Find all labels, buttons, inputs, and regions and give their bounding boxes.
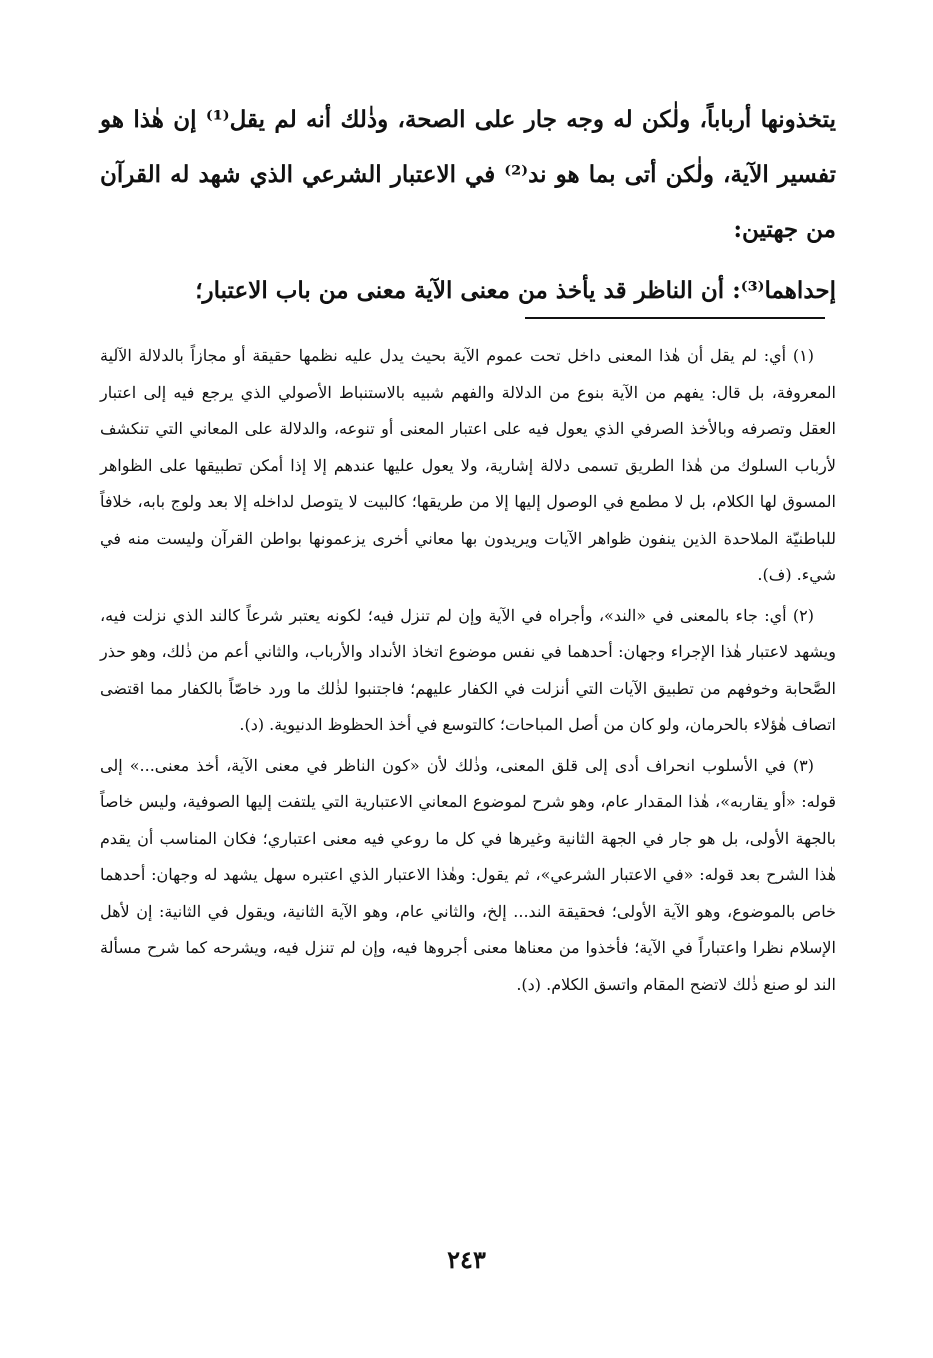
main-paragraph: يتخذونها أرباباً، ولٰكن له وجه جار على الصحة، وذٰلك أنه لم يقل⁽¹⁾ إن هٰذا هو تفسير الآية، ولٰكن أتى بما هو ند⁽²⁾ في الاعتبار الشرعي الذي شهد له القرآن من جهتين:	[100, 106, 836, 243]
first-point-text: أن الناظر قد يأخذ من معنى الآية معنى من باب الاعتبار؛	[195, 277, 733, 304]
footnote-divider	[525, 317, 825, 319]
first-point	[100, 263, 836, 318]
main-text	[100, 92, 836, 318]
footnote-3: (٣) في الأسلوب انحراف أدى إلى قلق المعنى، وذٰلك لأن «كون الناظر في معنى الآية، أخذ معنى...» إلى قوله: «أو يقاربه»، هٰذا المقدار عام، وهو شرح لموضوع المعاني الاعتبارية التي يلتفت إليها الصوفية، وليس خاصاً بالجهة الأولى، بل هو جار في الجهة الثانية وغيرها في كل ما روعي فيه معنى اعتباري؛ فكان المناسب أن يقدم هٰذا الشرح بعد قوله: «في الاعتبار الشرعي»، ثم يقول: وهٰذا الاعتبار الذي اعتبره سهل يشهد له وجهان: أحدهما خاص بالموضوع، وهو الآية الأولى؛ فحقيقة الند... إلخ، والثاني عام، وهو الآية الثانية، ويقول في الثانية: إن لأهل الإسلام نظرا واعتباراً في الآية؛ فأخذوا من معناها معنى أجروها فيه، وإن لم تنزل فيه، ويشرحه كما شرح مسألة الند لو صنع ذٰلك لاتضح المقام واتسق الكلام. (د).	[100, 755, 837, 994]
footnote-2: (٢) أي: جاء بالمعنى في «الند»، وأجراه في الآية وإن لم تنزل فيه؛ لكونه يعتبر شرعاً كالند الذي نزلت فيه، ويشهد لاعتبار هٰذا الإجراء وجهان: أحدهما في نفس موضوع اتخاذ الأنداد والأرباب، والثاني أعم من ذٰلك، وهو حذر الصَّحابة وخوفهم من تطبيق الآيات التي أنزلت في الكفار عليهم؛ فاجتنبوا لذٰلك ما ورد خاصّاً بالكفار مما اقتضى اتصاف هٰؤلاء بالحرمان، ولو كان من أصل المباحات؛ كالتوسع في أخذ الحظوظ الدنيوية. (د).	[100, 605, 836, 734]
footnotes	[100, 338, 836, 1007]
footnote-1: (١) أي: لم يقل أن هٰذا المعنى داخل تحت عموم الآية بحيث يدل عليه نظمها حقيقة أو مجازاً بالدلالة الآلية المعروفة، بل قال: يفهم من الآية بنوع من الدلالة والفهم شبيه بالاستنباط الأصولي الذي يرجع فيه إلى اعتبار العقل وتصرفه وبالأخذ الصرفي الذي يعول فيه على اعتبار المعنى أو تنوعه، والدلالة على المعاني التي تنكشف لأرباب السلوك من هٰذا الطريق تسمى دلالة إشارية، ولا يعول عليها عندهم إلا إذا أمكن تطبيقها على الظواهر المسوق لها الكلام، بل لا مطمع في الوصول إليها إلا من طريقها؛ كالبيت لا يتوصل لداخله إلا بعد ولوج بابه، خلافاً للباطنيّة الملاحدة الذين ينفون ظواهر الآيات ويريدون بها معاني أخرى يزعمونها بواطن القرآن وليست منه في شيء. (ف).	[100, 346, 837, 584]
page-number: ٢٤٣	[447, 1245, 486, 1274]
first-point-label: إحداهما⁽³⁾:	[732, 277, 836, 304]
